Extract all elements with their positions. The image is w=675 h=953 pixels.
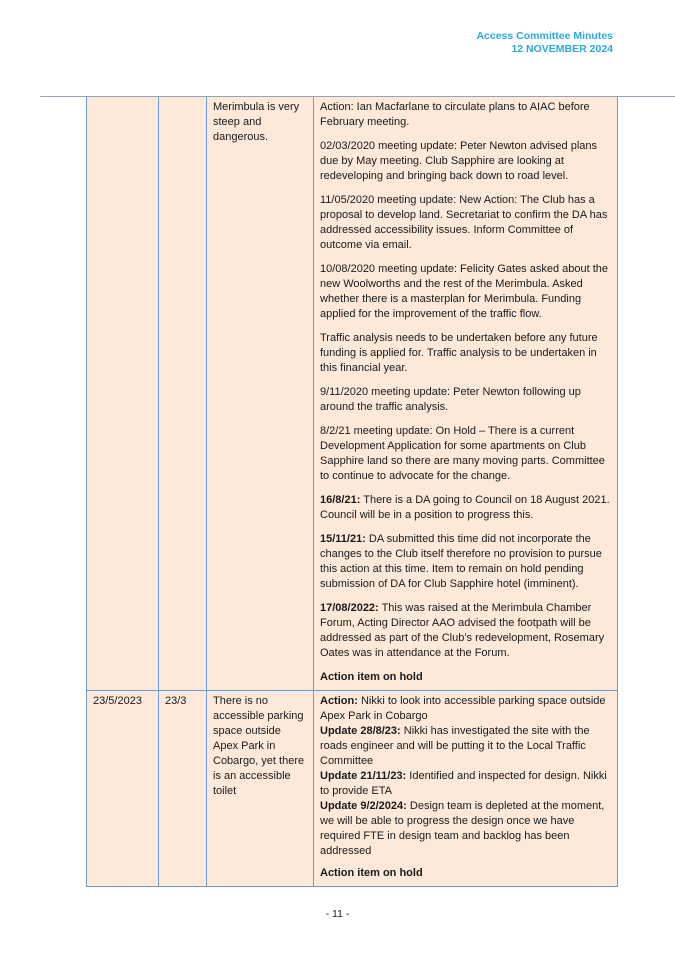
note-entry: 10/08/2020 meeting update: Felicity Gates asked about the new Woolworths and the rest of the Merimbula. Asked whether there is a masterplan for Merimbula. Funding applied for the improvement of the traffic flow. (320, 263, 609, 320)
minutes-table (86, 97, 618, 887)
item-number-cell (158, 97, 206, 690)
note-entry: 11/05/2020 meeting update: New Action: The Club has a proposal to develop land. Secretariat to confirm the DA has addressed accessibility issues. Inform Committee of outcome via email. (320, 194, 608, 251)
note-entry: Update 9/2/2024: Design team is depleted at the moment, we will be able to progress the design once we have required FTE in design team and backlog has been addressed (320, 800, 605, 857)
issue-cell: Merimbula is very steep and dangerous. (206, 97, 313, 690)
status-note: Action item on hold (320, 867, 423, 879)
note-entry: Traffic analysis needs to be undertaken before any future funding is applied for. Traffic analysis to be undertaken in this financial year. (320, 332, 598, 374)
issue-cell: There is no accessible parking space outside Apex Park in Cobargo, yet there is an accessible toilet (206, 691, 313, 886)
document-title: Access Committee Minutes (476, 30, 613, 42)
note-entry: 02/03/2020 meeting update: Peter Newton advised plans due by May meeting. Club Sapphire are looking at redeveloping and bringing back down to road level. (320, 140, 598, 182)
note-entry: 17/08/2022: This was raised at the Merimbula Chamber Forum, Acting Director AAO advised the footpath will be addressed as part of the Club’s redevelopment, Rosemary Oates was in attendance at the Forum. (320, 602, 605, 659)
note-entry: 15/11/21: DA submitted this time did not incorporate the changes to the Club itself therefore no provision to pursue this action at this time. Item to remain on hold pending submission of DA for Club Sapphire hotel (imminent). (320, 533, 602, 590)
date-cell (87, 97, 158, 690)
table-row (87, 97, 617, 690)
note-entry: 9/11/2020 meeting update: Peter Newton following up around the traffic analysis. (320, 386, 581, 413)
note-entry: 16/8/21: There is a DA going to Council on 18 August 2021. Council will be in a position to progress this. (320, 494, 610, 521)
note-entry: Action: Ian Macfarlane to circulate plans to AIAC before February meeting. (320, 101, 590, 128)
status-note: Action item on hold (320, 671, 423, 683)
note-entry: Update 28/8/23: Nikki has investigated the site with the roads engineer and will be putting it to the Local Traffic Committee (320, 725, 590, 767)
date-cell: 23/5/2023 (93, 695, 142, 707)
item-number-cell: 23/3 (158, 691, 206, 886)
notes-cell (313, 691, 617, 886)
note-entry: Update 21/11/23: Identified and inspected for design. Nikki to provide ETA (320, 770, 607, 797)
meeting-date: 12 NOVEMBER 2024 (511, 43, 613, 55)
table-row (87, 690, 617, 886)
note-entry: 8/2/21 meeting update: On Hold – There is a current Development Application for some apartments on Club Sapphire land so there are many moving parts. Committee to continue to advocate for the change. (320, 425, 605, 482)
page-number: - 11 - (325, 908, 350, 920)
document-header (476, 30, 613, 56)
note-entry: Action: Nikki to look into accessible parking space outside Apex Park in Cobargo (320, 695, 606, 722)
notes-cell (313, 97, 617, 690)
